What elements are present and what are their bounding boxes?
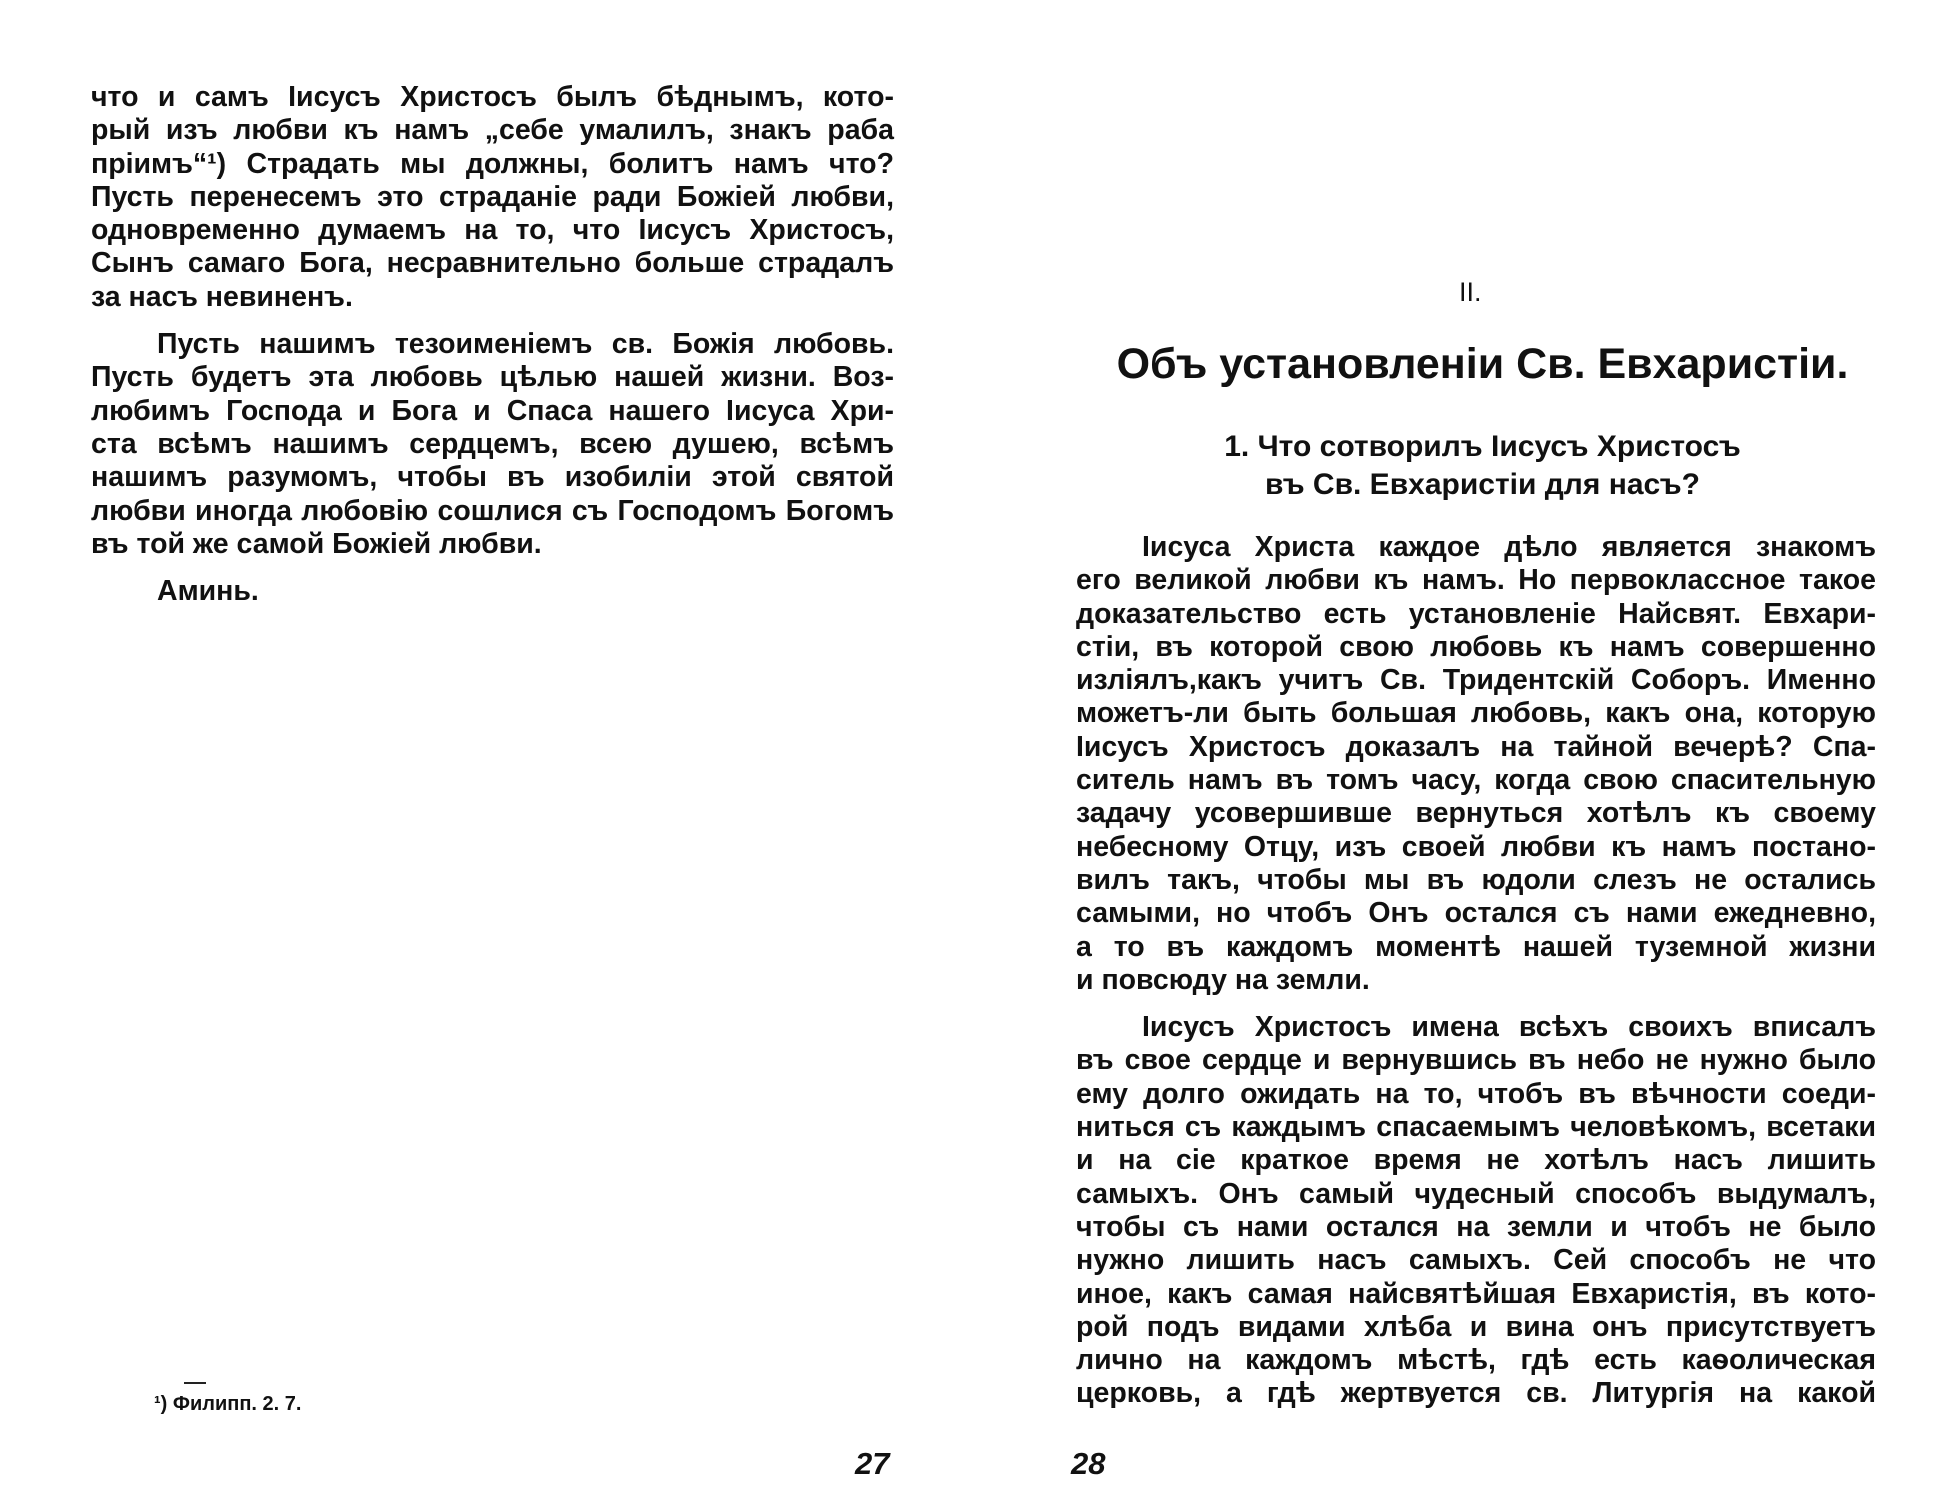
text-line: задачу усовершивше вернуться хотѣлъ къ своему — [1076, 797, 1876, 830]
text-line: Сынъ самаго Бога, несравнительно больше страдалъ — [91, 247, 894, 280]
text-line: самыхъ. Онъ самый чудесный способъ выдумалъ, — [1076, 1177, 1876, 1210]
footnote-rule — [184, 1382, 206, 1384]
subheading — [979, 428, 1958, 504]
text-line: можетъ-ли быть большая любовь, какъ она, которую — [1076, 697, 1876, 730]
page-number-left: 27 — [855, 1446, 890, 1481]
right-paragraph-1 — [1076, 531, 1876, 997]
closing-word — [91, 575, 894, 608]
text-line: ниться съ каждымъ спасаемымъ человѣкомъ, всетаки — [1076, 1111, 1876, 1144]
text-line: изліялъ,какъ учитъ Св. Тридентскій Соборъ. Именно — [1076, 664, 1876, 697]
text-line: рой подъ видами хлѣба и вина онъ присутствуетъ — [1076, 1310, 1876, 1343]
text-line: пріимъ“¹) Страдать мы должны, болитъ намъ что? — [91, 147, 894, 180]
right-page — [979, 0, 1958, 1500]
text-line: Іисуса Христа каждое дѣло является знакомъ — [1142, 531, 1876, 563]
left-paragraph-1 — [91, 81, 894, 314]
text-line: ситель намъ въ томъ часу, когда свою спасительную — [1076, 764, 1876, 797]
right-paragraph-2 — [1076, 1011, 1876, 1411]
text-line: его великой любви къ намъ. Но первоклассное такое — [1076, 564, 1876, 597]
text-line: одновременно думаемъ на то, что Іисусъ Христосъ, — [91, 214, 894, 247]
subheading-line: 1. Что сотворилъ Іисусъ Христосъ — [1224, 430, 1741, 463]
text-line: Пусть будетъ эта любовь цѣлью нашей жизни. Воз- — [91, 361, 894, 394]
text-line: а то въ каждомъ моментѣ нашей туземной жизни — [1076, 930, 1876, 963]
subheading-line: въ Св. Евхаристіи для насъ? — [1265, 468, 1700, 501]
left-page-body — [91, 81, 894, 608]
text-line: нужно лишить насъ самыхъ. Сей способъ не что — [1076, 1244, 1876, 1277]
section-title: Объ установленіи Св. Евхаристіи. — [1116, 340, 1849, 388]
text-line: въ той же самой Божіей любви. — [91, 527, 542, 560]
text-line: и на сіе краткое время не хотѣлъ насъ лишить — [1076, 1144, 1876, 1177]
text-line: чтобы съ нами остался на земли и чтобъ не было — [1076, 1210, 1876, 1243]
text-line: стіи, въ которой свою любовь къ намъ совершенно — [1076, 630, 1876, 663]
text-line: что и самъ Іисусъ Христосъ былъ бѣднымъ, кото- — [91, 81, 894, 113]
text-line: доказательство есть установленіе Найсвят. Евхари- — [1076, 597, 1876, 630]
text-line: Іисусъ Христосъ доказалъ на тайной вечерѣ? Спа- — [1076, 730, 1876, 763]
text-line: Пусть нашимъ тезоименіемъ св. Божія любовь. — [157, 328, 894, 361]
text-line: ста всѣмъ нашимъ сердцемъ, всею душею, всѣмъ — [91, 427, 894, 460]
text-line: ему долго ожидать на то, чтобъ въ вѣчности соеди- — [1076, 1077, 1876, 1110]
text-line: Пусть перенесемъ это страданіе ради Божіей любви, — [91, 180, 894, 213]
text-line: Іисусъ Христосъ имена всѣхъ своихъ вписалъ — [1142, 1011, 1876, 1044]
right-page-body — [1076, 531, 1876, 1411]
text-line: въ свое сердце и вернувшись въ небо не нужно было — [1076, 1044, 1876, 1077]
text-line: за насъ невиненъ. — [91, 280, 353, 313]
text-line: любви иногда любовію сошлися съ Господомъ Богомъ — [91, 494, 894, 527]
text-line: иное, какъ самая найсвятѣйшая Евхаристія, въ кото- — [1076, 1277, 1876, 1310]
left-paragraph-2 — [91, 328, 894, 561]
text-line: вилъ такъ, чтобы мы въ юдоли слезъ не остались — [1076, 863, 1876, 896]
text-line: и повсюду на земли. — [1076, 963, 1370, 996]
section-number: II. — [1459, 277, 1482, 307]
text-line: лично на каждомъ мѣстѣ, гдѣ есть каѳолическая — [1076, 1344, 1876, 1377]
amen-text: Аминь. — [157, 575, 259, 608]
text-line: нашимъ разумомъ, чтобы въ изобиліи этой святой — [91, 461, 894, 494]
text-line: любимъ Господа и Бога и Спаса нашего Іисуса Хри- — [91, 394, 894, 427]
page-number-right: 28 — [1071, 1446, 1106, 1481]
text-line: рый изъ любви къ намъ „себе умалилъ, знакъ раба — [91, 114, 894, 147]
text-line: самыми, но чтобъ Онъ остался съ нами ежедневно, — [1076, 897, 1876, 930]
text-line: церковь, а гдѣ жертвуется св. Литургія на какой — [1076, 1377, 1876, 1410]
footnote: ¹) Филипп. 2. 7. — [154, 1393, 302, 1415]
text-line: небесному Отцу, изъ своей любви къ намъ постано- — [1076, 830, 1876, 863]
